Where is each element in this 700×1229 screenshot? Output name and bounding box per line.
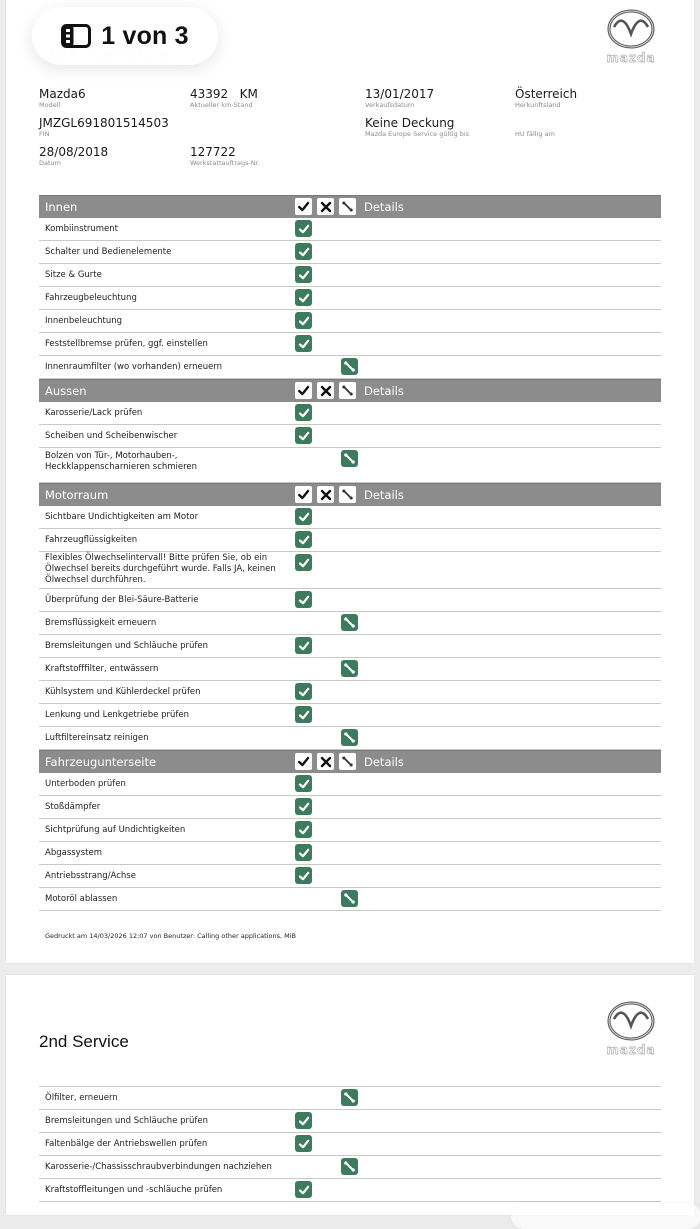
details-column-header: Details (364, 755, 404, 769)
document-page-2 (6, 975, 694, 1215)
wrench-icon (341, 450, 358, 467)
field-model: Mazda6 Modell (39, 87, 86, 109)
check-icon (295, 266, 312, 283)
row-label: Lenkung und Lenkgetriebe prüfen (45, 710, 189, 720)
row-label: Karosserie/Lack prüfen (45, 408, 143, 418)
field-hu-due: HU fällig am (515, 130, 555, 138)
mazda-wordmark: mazda (606, 51, 656, 65)
checklist-row (39, 1133, 661, 1156)
check-icon (295, 1112, 312, 1129)
check-icon (295, 404, 312, 421)
row-label: Ölfilter, erneuern (45, 1093, 118, 1103)
column-icons (295, 486, 356, 503)
row-label: Stoßdämpfer (45, 802, 101, 812)
wrench-icon (339, 486, 356, 503)
row-label: Fahrzeugbeleuchtung (45, 293, 137, 303)
check-icon (295, 706, 312, 723)
checklist-row (39, 865, 661, 888)
check-icon (295, 220, 312, 237)
wrench-icon (341, 358, 358, 375)
check-icon (295, 312, 312, 329)
checklist-row (39, 842, 661, 865)
row-label: Karosserie-/Chassisschraubverbindungen nachziehen (45, 1162, 272, 1172)
check-icon (295, 753, 312, 770)
details-column-header: Details (364, 488, 404, 502)
check-icon (295, 289, 312, 306)
details-column-header: Details (364, 200, 404, 214)
service-checklist (39, 195, 661, 911)
check-icon (295, 844, 312, 861)
row-label: Flexibles Ölwechselintervall! Bitte prüfen Sie, ob ein Ölwechsel bereits durchgeführt wurde. Falls JA, keinen Ölwechsel durchführen. (45, 553, 276, 585)
checklist-row (39, 819, 661, 842)
row-label: Sitze & Gurte (45, 270, 102, 280)
mazda-emblem-icon (606, 1000, 656, 1042)
column-icons (295, 198, 356, 215)
wrench-icon (341, 614, 358, 631)
check-icon (295, 1181, 312, 1198)
row-label: Luftfiltereinsatz reinigen (45, 733, 149, 743)
check-icon (295, 243, 312, 260)
checklist-row (39, 658, 661, 681)
check-icon (295, 486, 312, 503)
check-icon (295, 198, 312, 215)
check-icon (295, 775, 312, 792)
print-footer: Gedruckt am 14/03/2026 12:07 von Benutzer: Calling other applications, MiB (45, 932, 296, 940)
wrench-icon (341, 1158, 358, 1175)
section-title: Motorraum (45, 488, 109, 502)
x-icon (317, 486, 334, 503)
wrench-icon (341, 890, 358, 907)
checklist-row (39, 552, 661, 589)
row-label: Kombiinstrument (45, 224, 119, 234)
row-label: Motoröl ablassen (45, 894, 118, 904)
x-icon (317, 753, 334, 770)
checklist-row (39, 287, 661, 310)
check-icon (295, 1135, 312, 1152)
section-title: Aussen (45, 384, 87, 398)
page-2-title: 2nd Service (39, 1032, 129, 1051)
row-label: Kühlsystem und Kühlerdeckel prüfen (45, 687, 201, 697)
row-label: Fahrzeugflüssigkeiten (45, 535, 138, 545)
x-icon (317, 198, 334, 215)
check-icon (295, 531, 312, 548)
field-vin: JMZGL691801514503 FIN (39, 116, 169, 138)
wrench-icon (339, 198, 356, 215)
check-icon (295, 867, 312, 884)
row-label: Faltenbälge der Antriebswellen prüfen (45, 1139, 208, 1149)
field-date: 28/08/2018 Datum (39, 145, 109, 167)
check-icon (295, 637, 312, 654)
row-label: Überprüfung der Blei-Säure-Batterie (45, 595, 199, 605)
row-label: Bremsleitungen und Schläuche prüfen (45, 641, 209, 651)
row-label: Kraftstoffleitungen und -schläuche prüfen (45, 1185, 223, 1195)
checklist-row (39, 529, 661, 552)
row-label: Innenraumfilter (wo vorhanden) erneuern (45, 362, 223, 372)
checklist-row (39, 1179, 661, 1202)
row-label: Bremsflüssigkeit erneuern (45, 618, 157, 628)
service-checklist-page-2 (39, 1086, 661, 1202)
checklist-row (39, 1110, 661, 1133)
checklist-row (39, 402, 661, 425)
checklist-row (39, 888, 661, 911)
mazda-wordmark: mazda (606, 1043, 656, 1057)
checklist-row (39, 727, 661, 750)
document-page-1 (6, 0, 694, 963)
column-icons (295, 382, 356, 399)
checklist-row (39, 264, 661, 287)
section-title: Fahrzeugunterseite (45, 755, 157, 769)
checklist-row (39, 1087, 661, 1110)
mazda-emblem-icon (606, 8, 656, 50)
check-icon (295, 683, 312, 700)
row-label: Schalter und Bedienelemente (45, 247, 172, 257)
section-header (39, 750, 661, 773)
field-mileage: 43392 KM Aktueller km-Stand (190, 87, 258, 109)
checklist-row (39, 241, 661, 264)
check-icon (295, 821, 312, 838)
row-label: Innenbeleuchtung (45, 316, 123, 326)
wrench-icon (341, 729, 358, 746)
checklist-row (39, 681, 661, 704)
section-title: Innen (45, 200, 78, 214)
row-label: Unterboden prüfen (45, 779, 126, 789)
row-label: Scheiben und Scheibenwischer (45, 431, 178, 441)
checklist-row (39, 1156, 661, 1179)
row-label: Antriebsstrang/Achse (45, 871, 136, 881)
field-service-coverage: Keine Deckung Mazda Europe Service gültig bis (365, 116, 470, 138)
details-column-header: Details (364, 384, 404, 398)
wrench-icon (339, 382, 356, 399)
checklist-row (39, 506, 661, 529)
checklist-row (39, 448, 661, 483)
check-icon (295, 335, 312, 352)
field-origin: Österreich Herkunftsland (515, 87, 578, 109)
checklist-row (39, 612, 661, 635)
x-icon (317, 382, 334, 399)
check-icon (295, 508, 312, 525)
checklist-row (39, 310, 661, 333)
section-header (39, 483, 661, 506)
row-label: Kraftstofffilter, entwässern (45, 664, 159, 674)
row-label: Sichtbare Undichtigkeiten am Motor (45, 512, 199, 522)
check-icon (295, 427, 312, 444)
mazda-logo (606, 8, 656, 65)
row-label: Sichtprüfung auf Undichtigkeiten (45, 825, 186, 835)
field-sale-date: 13/01/2017 Verkaufsdatum (365, 87, 435, 109)
checklist-row (39, 218, 661, 241)
row-label: Bolzen von Tür-, Motorhauben-, Heckklappenscharnieren schmieren (45, 451, 198, 472)
field-order-number: 127722 Werkstattauftrags-Nr. (190, 145, 260, 167)
checklist-row (39, 635, 661, 658)
section-header (39, 379, 661, 402)
check-icon (295, 798, 312, 815)
page-indicator-text: 1 von 3 (101, 21, 189, 50)
checklist-row (39, 425, 661, 448)
checklist-row (39, 333, 661, 356)
check-icon (295, 554, 312, 571)
checklist-row (39, 796, 661, 819)
checklist-row (39, 704, 661, 727)
wrench-icon (341, 660, 358, 677)
checklist-row (39, 589, 661, 612)
sidebar-icon (61, 24, 91, 48)
checklist-row (39, 773, 661, 796)
check-icon (295, 591, 312, 608)
check-icon (295, 382, 312, 399)
column-icons (295, 753, 356, 770)
page-indicator[interactable] (32, 7, 218, 65)
scroll-overlay (511, 1203, 700, 1229)
wrench-icon (341, 1089, 358, 1106)
checklist-row (39, 356, 661, 379)
row-label: Bremsleitungen und Schläuche prüfen (45, 1116, 209, 1126)
row-label: Abgassystem (45, 848, 102, 858)
section-header (39, 195, 661, 218)
wrench-icon (339, 753, 356, 770)
mazda-logo-page-2 (606, 1000, 656, 1057)
row-label: Feststellbremse prüfen, ggf. einstellen (45, 339, 208, 349)
